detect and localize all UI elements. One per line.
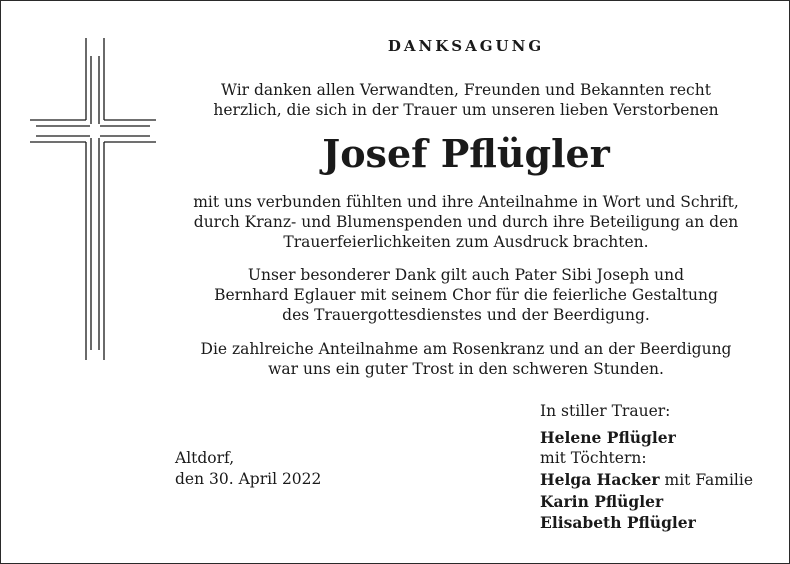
special-thanks-paragraph: [160, 265, 772, 325]
place: Altdorf,: [175, 449, 235, 467]
paragraph-line: des Trauergottesdienstes und der Beerdigung.: [282, 306, 650, 324]
closing-paragraph: [160, 339, 772, 379]
mourner-daughter: Karin Pflügler: [540, 492, 664, 511]
thanks-paragraph: [160, 192, 772, 252]
mourner-daughter: Elisabeth Pflügler: [540, 513, 696, 532]
intro-line: herzlich, die sich in der Trauer um unseren lieben Verstorbenen: [213, 101, 719, 119]
paragraph-line: Trauerfeierlichkeiten zum Ausdruck brachten.: [283, 233, 649, 251]
mourners-block: [540, 401, 753, 533]
intro-line: Wir danken allen Verwandten, Freunden und Bekannten recht: [221, 81, 711, 99]
paragraph-line: durch Kranz- und Blumenspenden und durch ihre Beteiligung an den: [193, 213, 739, 231]
deceased-name: Josef Pflügler: [322, 131, 610, 176]
notice-heading: DANKSAGUNG: [387, 37, 545, 55]
paragraph-line: Unser besonderer Dank gilt auch Pater Sibi Joseph und: [247, 266, 685, 284]
mourner-daughter: [540, 469, 753, 491]
paragraph-line: war uns ein guter Trost in den schweren Stunden.: [268, 360, 664, 378]
mourner-name: Helga Hacker: [540, 470, 660, 489]
mourning-label: In stiller Trauer:: [540, 402, 671, 420]
mourner-suffix: mit Familie: [659, 471, 754, 489]
paragraph-line: mit uns verbunden fühlten und ihre Anteilnahme in Wort und Schrift,: [193, 193, 739, 211]
place-date: [175, 448, 321, 489]
paragraph-line: Bernhard Eglauer mit seinem Chor für die feierliche Gestaltung: [214, 286, 718, 304]
cross-icon: [30, 38, 156, 360]
paragraph-line: Die zahlreiche Anteilnahme am Rosenkranz und an der Beerdigung: [200, 340, 732, 358]
mourner-widow: Helene Pflügler: [540, 428, 676, 447]
intro-text: [160, 80, 772, 120]
mourner-daughters-label: mit Töchtern:: [540, 449, 647, 467]
date: den 30. April 2022: [175, 469, 322, 488]
